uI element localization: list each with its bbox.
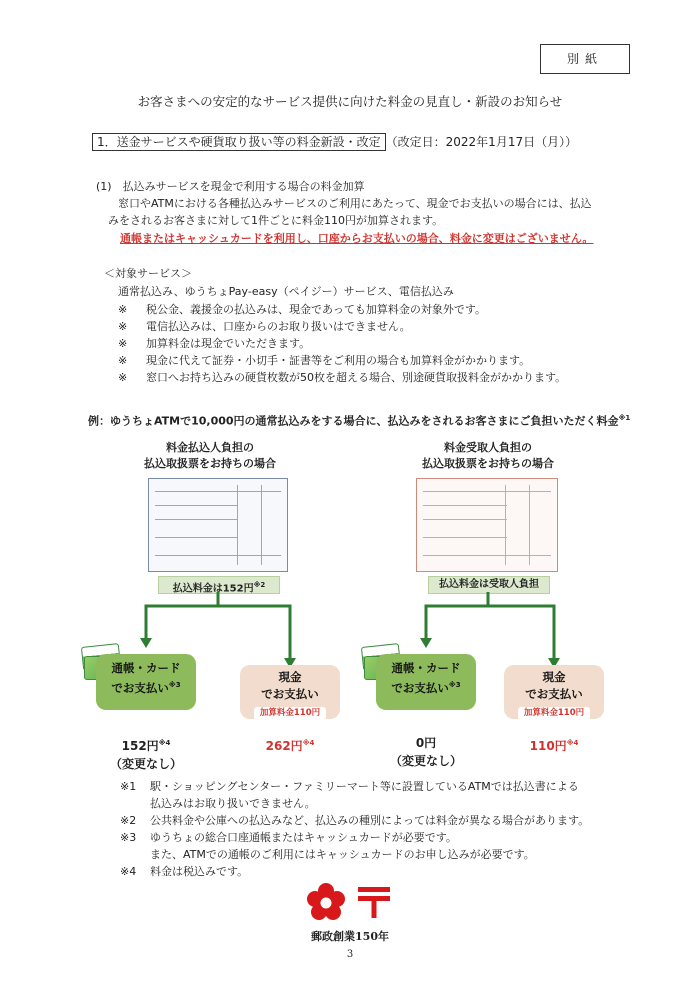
section-1-label: 1．送金サービスや硬貨取り扱い等の料金新設・改定 xyxy=(92,133,386,151)
section-1-date: （改定日：2022年1月17日（月）） xyxy=(385,135,578,149)
footnote: ※3 ゆうちょの総合口座通帳またはキャッシュカードが必要です。 xyxy=(120,831,457,844)
right-cash-amount: 110円$^{※4}$ xyxy=(529,739,579,753)
sub1-body-line2: みをされるお客さまに対して1件ごとに料金110円が加算されます。 xyxy=(108,214,444,227)
target-heading: ＜対象サービス＞ xyxy=(104,267,192,280)
right-fee-chip: 加算料金110円 xyxy=(518,707,590,720)
red-notice: 通帳またはキャッシュカードを利用し、口座からお支払いの場合、料金に変更はございません。 xyxy=(120,232,594,245)
target-note: ※ 窓口へお持ち込みの硬貨枚数が50枚を超える場合、別途硬貨取扱料金がかかります。 xyxy=(118,371,567,384)
example-text: 例：ゆうちょATMで10,000円の通常払込みをする場合に、払込みをされるお客さまにご負担いただく料金$^{※1}$ xyxy=(88,414,631,428)
left-arrow-card xyxy=(146,592,218,640)
arrowhead xyxy=(140,638,152,648)
left-arrow-cash xyxy=(218,606,290,660)
sub1-body-line1: 窓口やATMにおける各種払込みサービスのご利用にあたって、現金でお支払いの場合には、払込 xyxy=(118,197,592,210)
footnote-cont: 払込みはお取り扱いできません。 xyxy=(150,797,316,810)
left-card-payment-box: 通帳・カード でお支払い$^{※3}$ xyxy=(96,654,196,710)
footnote: ※4 料金は税込みです。 xyxy=(120,865,249,878)
footnote-cont: また、ATMでの通帳のご利用にはキャッシュカードのお申し込みが必要です。 xyxy=(150,848,535,861)
left-payment-fee-bar: 払込料金は152円$^{※2}$ xyxy=(158,576,280,594)
arrowhead xyxy=(420,638,432,648)
right-arrow-cash xyxy=(488,606,554,660)
left-cash-amount: 262円$^{※4}$ xyxy=(265,739,315,753)
target-note: ※ 税公金、義援金の払込みは、現金であっても加算料金の対象外です。 xyxy=(118,303,487,316)
target-note: ※ 現金に代えて証券・小切手・証書等をご利用の場合も加算料金がかかります。 xyxy=(118,354,531,367)
left-heading: 料金払込人負担の 払込取扱票をお持ちの場合 xyxy=(144,441,276,470)
sub1-heading: (1) 払込みサービスを現金で利用する場合の料金加算 xyxy=(96,180,365,193)
postal-mark-icon xyxy=(356,884,392,920)
page-number: 3 xyxy=(346,949,354,960)
right-arrow-card xyxy=(426,592,488,640)
target-note: ※ 電信払込みは、口座からのお取り扱いはできません。 xyxy=(118,320,411,333)
japan-post-flower-logo xyxy=(306,882,346,922)
appendix-label: 別紙 xyxy=(540,44,630,74)
right-cash-payment-box: 現金 でお支払い 加算料金110円 xyxy=(504,665,604,719)
footnotes xyxy=(120,778,589,880)
page-title: お客さまへの安定的なサービス提供に向けた料金の見直し・新設のお知らせ xyxy=(137,94,563,109)
left-cash-payment-box: 現金 でお支払い 加算料金110円 xyxy=(240,665,340,719)
brand-text: 郵政創業150年 xyxy=(311,930,389,943)
right-card-payment-box: 通帳・カード でお支払い$^{※3}$ xyxy=(376,654,476,710)
right-card-amount: 0円 （変更なし） xyxy=(389,736,462,768)
footnote: ※1 駅・ショッピングセンター・ファミリーマート等に設置しているATMでは払込書による xyxy=(120,780,579,793)
right-heading: 料金受取人負担の 払込取扱票をお持ちの場合 xyxy=(422,441,554,470)
left-card-amount: 152円$^{※4}$ （変更なし） xyxy=(109,739,182,771)
target-note: ※ 加算料金は現金でいただきます。 xyxy=(118,337,311,350)
footnote: ※2 公共料金や公庫への払込みなど、払込みの種別によっては料金が異なる場合があります。 xyxy=(120,814,590,827)
left-fee-chip: 加算料金110円 xyxy=(254,707,326,720)
target-services: 通常払込み、ゆうちょPay-easy（ペイジー）サービス、電信払込み xyxy=(118,285,454,298)
right-payment-fee-bar: 払込料金は受取人負担 xyxy=(428,576,550,594)
